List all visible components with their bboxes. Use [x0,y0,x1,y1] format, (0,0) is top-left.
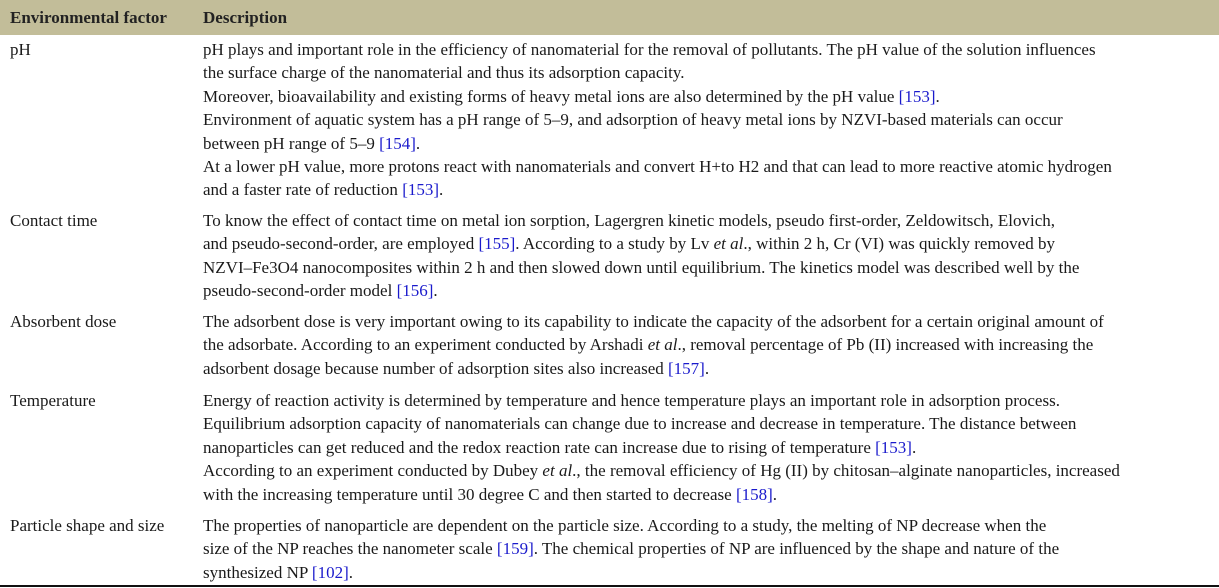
description-cell [203,310,1215,380]
description-line [203,357,1215,380]
text-segment: between pH range of 5–9 [203,133,380,153]
italic-segment: et al [713,234,744,254]
text-segment: . [911,437,917,457]
citation-link[interactable]: [153] [402,180,440,200]
description-line [203,178,1215,201]
citation-link[interactable]: [102] [311,562,349,582]
description-line [203,279,1215,302]
italic-segment: et al [542,461,573,481]
description-line [203,209,1215,232]
description-line [203,537,1215,560]
description-line [203,132,1215,155]
description-line [203,389,1215,412]
text-segment: size of the NP reaches the nanometer scale [203,539,497,559]
description-line [203,108,1215,131]
text-segment: ., the removal efficiency of Hg (II) by chitosan–alginate nanoparticles, increased [572,461,1120,481]
factor-cell: Contact time [10,211,98,230]
description-cell [203,389,1215,506]
text-segment: ., removal percentage of Pb (II) increased with increasing the [677,335,1094,355]
description-line [203,561,1215,584]
italic-segment: et al [647,335,678,355]
citation-link[interactable]: [153] [898,86,936,106]
text-segment: . The chemical properties of NP are influenced by the shape and nature of the [533,539,1060,559]
text-segment: . [415,133,421,153]
factor-cell: pH [10,40,31,59]
text-segment: . [704,358,710,378]
description-line [203,459,1215,482]
factor-cell: Particle shape and size [10,516,165,535]
citation-link[interactable]: [158] [735,484,773,504]
text-segment: . [433,281,438,301]
description-line [203,514,1215,537]
text-segment: Energy of reaction activity is determined by temperature and hence temperature plays an important role in adsorption process. [203,391,1060,410]
table-bottom-rule [0,585,1219,587]
text-segment: the surface charge of the nanomaterial and thus its adsorption capacity. [203,63,685,83]
text-segment: Environment of aquatic system has a pH range of 5–9, and adsorption of heavy metal ions by NZVI-based materials can occur [203,110,1063,130]
text-segment: Moreover, bioavailability and existing forms of heavy metal ions are also determined by the pH value [203,86,899,106]
description-line [203,85,1215,108]
citation-link[interactable]: [156] [396,281,434,301]
citation-link[interactable]: [159] [496,539,534,559]
text-segment: with the increasing temperature until 30 degree C and then started to decrease [203,484,736,504]
text-segment: According to an experiment conducted by Dubey [203,461,543,481]
text-segment: To know the effect of contact time on metal ion sorption, Lagergren kinetic models, pseudo first-order, Zeldowitsch, Elovich, [203,211,1055,230]
text-segment: Equilibrium adsorption capacity of nanomaterials can change due to increase and decrease in temperature. The distance between [203,414,1077,434]
text-segment: pseudo-second-order model [203,281,397,301]
header-environmental-factor: Environmental factor [10,8,167,27]
text-segment: synthesized NP [203,562,312,582]
text-segment: and a faster rate of reduction [203,180,403,200]
description-line [203,483,1215,506]
text-segment: . [935,86,940,106]
text-segment: nanoparticles can get reduced and the redox reaction rate can increase due to rising of temperature [203,437,876,457]
text-segment: . According to a study by Lv [515,234,714,254]
citation-link[interactable]: [153] [875,437,912,457]
description-line [203,310,1215,333]
description-line [203,232,1215,255]
description-line [203,38,1215,61]
description-cell [203,514,1215,584]
factor-cell: Temperature [10,391,96,410]
description-cell [203,209,1215,303]
text-segment: . [439,180,444,200]
description-cell [203,38,1215,202]
text-segment: adsorbent dosage because number of adsorption sites also increased [203,358,668,378]
description-line [203,155,1215,178]
description-line [203,333,1215,356]
table-header [0,0,1219,35]
text-segment: The properties of nanoparticle are dependent on the particle size. According to a study, the melting of NP decrease when the [203,516,1047,535]
text-segment: pH plays and important role in the efficiency of nanomaterial for the removal of pollutants. The pH value of the solution influences [203,40,1096,59]
citation-link[interactable]: [155] [478,234,516,254]
text-segment: The adsorbent dose is very important owing to its capability to indicate the capacity of the adsorbent for a certain original amount of [203,312,1104,331]
text-segment: At a lower pH value, more protons react with nanomaterials and convert H+to H2 and that can lead to more reactive atomic hydrogen [203,156,1112,176]
text-segment: NZVI–Fe3O4 nanocomposites within 2 h and then slowed down until equilibrium. The kinetics model was described well by the [203,257,1080,277]
description-line [203,436,1215,459]
text-segment: the adsorbate. According to an experiment conducted by Arshadi [203,335,648,355]
citation-link[interactable]: [154] [379,133,416,153]
description-line [203,256,1215,279]
factor-cell: Absorbent dose [10,312,117,331]
header-description: Description [203,8,288,27]
text-segment: . [348,562,353,582]
text-segment: ., within 2 h, Cr (VI) was quickly removed by [743,234,1055,254]
text-segment: and pseudo-second-order, are employed [203,234,479,254]
description-line [203,61,1215,84]
citation-link[interactable]: [157] [668,358,705,378]
text-segment: . [772,484,778,504]
description-line [203,412,1215,435]
